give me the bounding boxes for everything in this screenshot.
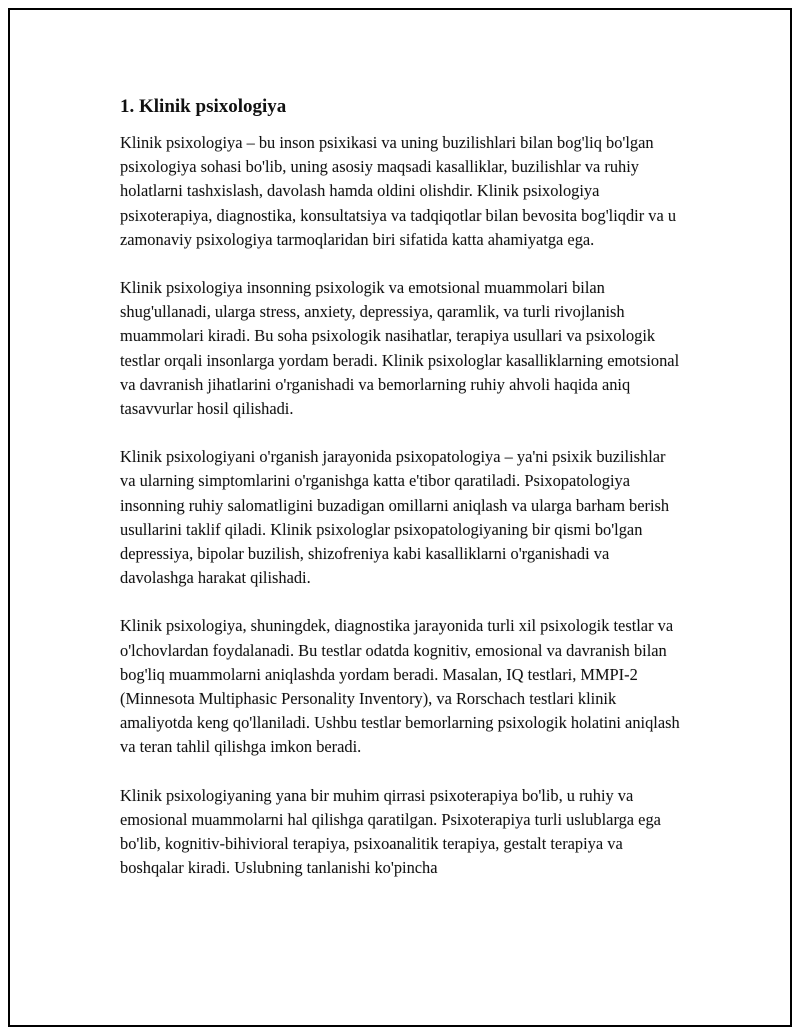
document-page [8,8,792,1027]
paragraph-1: Klinik psixologiya – bu inson psixikasi va uning buzilishlari bilan bog'liq bo'lgan psixologiya sohasi bo'lib, uning asosiy maqsadi kasalliklar, buzilishlar va ruhiy holatlarni tashxislash, davolash hamda oldini olishdir. Klinik psixologiya psixoterapiya, diagnostika, konsultatsiya va tadqiqotlar bilan bevosita bog'liqdir va u zamonaviy psixologiya tarmoqlaridan biri sifatida katta ahamiyatga ega. [120,133,677,249]
paragraph-3: Klinik psixologiyani o'rganish jarayonida psixopatologiya – ya'ni psixik buzilishlar va ularning simptomlarini o'rganishga katta e'tibor qaratiladi. Psixopatologiya insonning ruhiy salomatligini buzadigan omillarni aniqlash va ularga barham berish usullarini taklif qiladi. Klinik psixologlar psixopatologiyaning bir qismi bo'lgan depressiya, bipolar buzilish, shizofreniya kabi kasalliklarni o'rganishadi va davolashga harakat qilishadi. [120,447,670,588]
paragraph-4: Klinik psixologiya, shuningdek, diagnostika jarayonida turli xil psixologik testlar va o'lchovlardan foydalanadi. Bu testlar odatda kognitiv, emosional va davranish bilan bog'liq muammolarni aniqlashda yordam beradi. Masalan, IQ testlari, MMPI-2 (Minnesota Multiphasic Personality Inventory), va Rorschach testlari klinik amaliyotda keng qo'llaniladi. Ushbu testlar bemorlarning psixologik holatini aniqlash va teran tahlil qilishga imkon beradi. [120,616,680,757]
paragraph-2: Klinik psixologiya insonning psixologik va emotsional muammolari bilan shug'ullanadi, ularga stress, anxiety, depressiya, qaramlik, va turli rivojlanish muammolari kiradi. Bu soha psixologik nasihatlar, terapiya usullari va psixologik testlar orqali insonlarga yordam beradi. Klinik psixologlar kasalliklarning emotsional va davranish jihatlarini o'rganishadi va bemorlarning ruhiy ahvoli haqida aniq tasavvurlar hosil qilishadi. [120,278,680,419]
paragraph-5: Klinik psixologiyaning yana bir muhim qirrasi psixoterapiya bo'lib, u ruhiy va emosional muammolarni hal qilishga qaratilgan. Psixoterapiya turli uslublarga ega bo'lib, kognitiv-bihivioral terapiya, psixoanalitik terapiya, gestalt terapiya va boshqalar kiradi. Uslubning tanlanishi ko'pincha [120,785,661,878]
section-heading: 1. Klinik psixologiya [120,96,287,117]
document-content [120,95,680,904]
